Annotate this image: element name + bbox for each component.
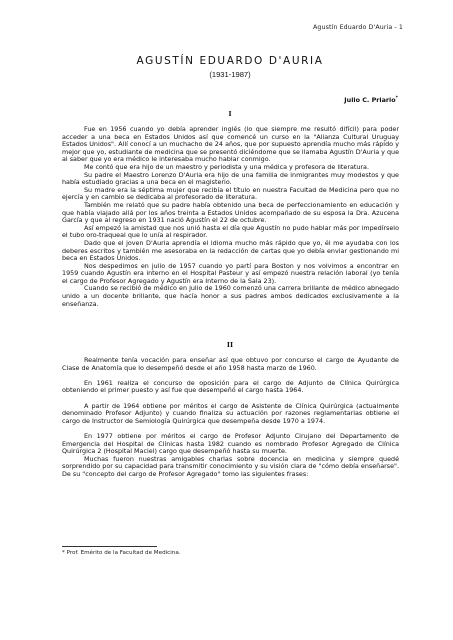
author-line — [344, 96, 398, 104]
paragraph: Realmente tenía vocación para enseñar así que obtuvo por concurso el cargo de Ayudante de Clase de Anatomía que lo desempeñó desde el año 1958 hasta marzo de 1960. — [62, 356, 399, 372]
paragraph: Cuando se recibió de médico en julio de 1960 comenzó una carrera brillante de médico abnegado unido a un docente brillante, que hacía honor a sus padres ambos dedicados exclusivamente a la enseñanza. — [62, 284, 399, 308]
paragraph: Nos despedimos en julio de 1957 cuando yo partí para Boston y nos volvimos a encontrar en 1959 cuando Agustín era interno en el Hospital Pasteur y así empezó nuestra relación laboral (yo tenía el cargo de Profesor Agregado y Agustín era Interno de la Sala 23). — [62, 261, 399, 285]
section-numeral-2: II — [226, 341, 234, 349]
paragraph: Fue en 1956 cuando yo debía aprender inglés (lo que siempre me resultó difícil) para poder acceder a una beca en Estados Unidos así que comencé un curso en la "Alianza Cultural Uruguay Estados Unidos". Allí conocí a un muchacho de 24 años, que por supuesto aprendía mucho más rápido y mejor que yo, estudiante de medicina que se presentó diciéndome que se llamaba Agustín D'Auria y que al saber que yo era médico le interesaba mucho hablar conmigo. — [62, 125, 400, 164]
article-years: (1931-1987) — [209, 70, 251, 79]
footnote-rule — [62, 546, 157, 547]
paragraph: Me contó que era hijo de un maestro y periodista y una médica y profesora de literatura. — [84, 162, 369, 171]
section-1-body — [62, 126, 399, 308]
author-name: Julio C. Priario — [344, 96, 396, 105]
paragraph: En 1961 realiza el concurso de oposición para el cargo de Adjunto de Clínica Quirúrgica obteniendo el primer puesto y así fue que desempeñó el cargo hasta 1964. — [62, 378, 399, 395]
section-numeral-1: I — [228, 110, 232, 118]
paragraph: A partir de 1964 obtiene por méritos el cargo de Asistente de Clínica Quirúrgica (actualmente denominado Profesor Adjunto) y cuando finaliza su actuación por razones reglamentarias obtiene el cargo de Instructor de Semiología Quirúrgica que desempeña desde 1970 a 1974. — [62, 401, 399, 425]
paragraph: También me relató que su padre había obtenido una beca de perfeccionamiento en educación y que había viajado allá por los años treinta a Estados Unidos acompañado de su esposa la Dra. Azucena García y que al regreso en 1931 nació Agustín el 22 de octubre. — [62, 200, 399, 225]
title-block — [60, 55, 400, 79]
running-header: Agustín Eduardo D'Auria - 1 — [313, 24, 403, 31]
article-title: AGUSTÍN EDUARDO D'AURIA — [136, 55, 324, 67]
paragraph: Así empezó la amistad que nos unió hasta el día que Agustín no pudo hablar más por impedírselo el tubo oro-traqueal que lo unía al respirador. — [62, 223, 399, 240]
paragraph: Su padre el Maestro Lorenzo D'Auria era hijo de una familia de inmigrantes muy modestos y que había estudiado gracias a una beca en el magisterio. — [62, 170, 399, 187]
footnote: * Prof. Emérito de la Facultad de Medicina. — [62, 550, 181, 556]
author-footnote-mark: * — [395, 96, 398, 101]
paragraph: En 1977 obtiene por méritos el cargo de Profesor Adjunto Cirujano del Departamento de Emergencia del Hospital de Clínicas hasta 1982 cuando es nombrado Profesor Agregado de Clínica Quirúrgica 2 (Hospital Maciel) cargo que desempeñó hasta su muerte. — [62, 431, 399, 456]
paragraph: Muchas fueron nuestras amigables charlas sobre docencia en medicina y siempre quedé sorprendido por su capacidad para transmitir conocimiento y su visión clara de "cómo debía enseñarse". De su "concepto del cargo de Profesor Agregado" tomo las siguientes frases: — [62, 454, 399, 478]
section-2-body — [62, 357, 399, 479]
paragraph: Su madre era la séptima mujer que recibía el título en nuestra Facultad de Medicina pero que no ejercía y en cambio se dedicaba al profesorado de literatura. — [62, 185, 399, 202]
paragraph: Dado que el joven D'Auria aprendía el idioma mucho más rápido que yo, él me ayudaba con los deberes escritos y también me asesoraba en la redacción de cartas que yo debía enviar gestionando mi beca en Estados Unidos. — [62, 238, 399, 263]
